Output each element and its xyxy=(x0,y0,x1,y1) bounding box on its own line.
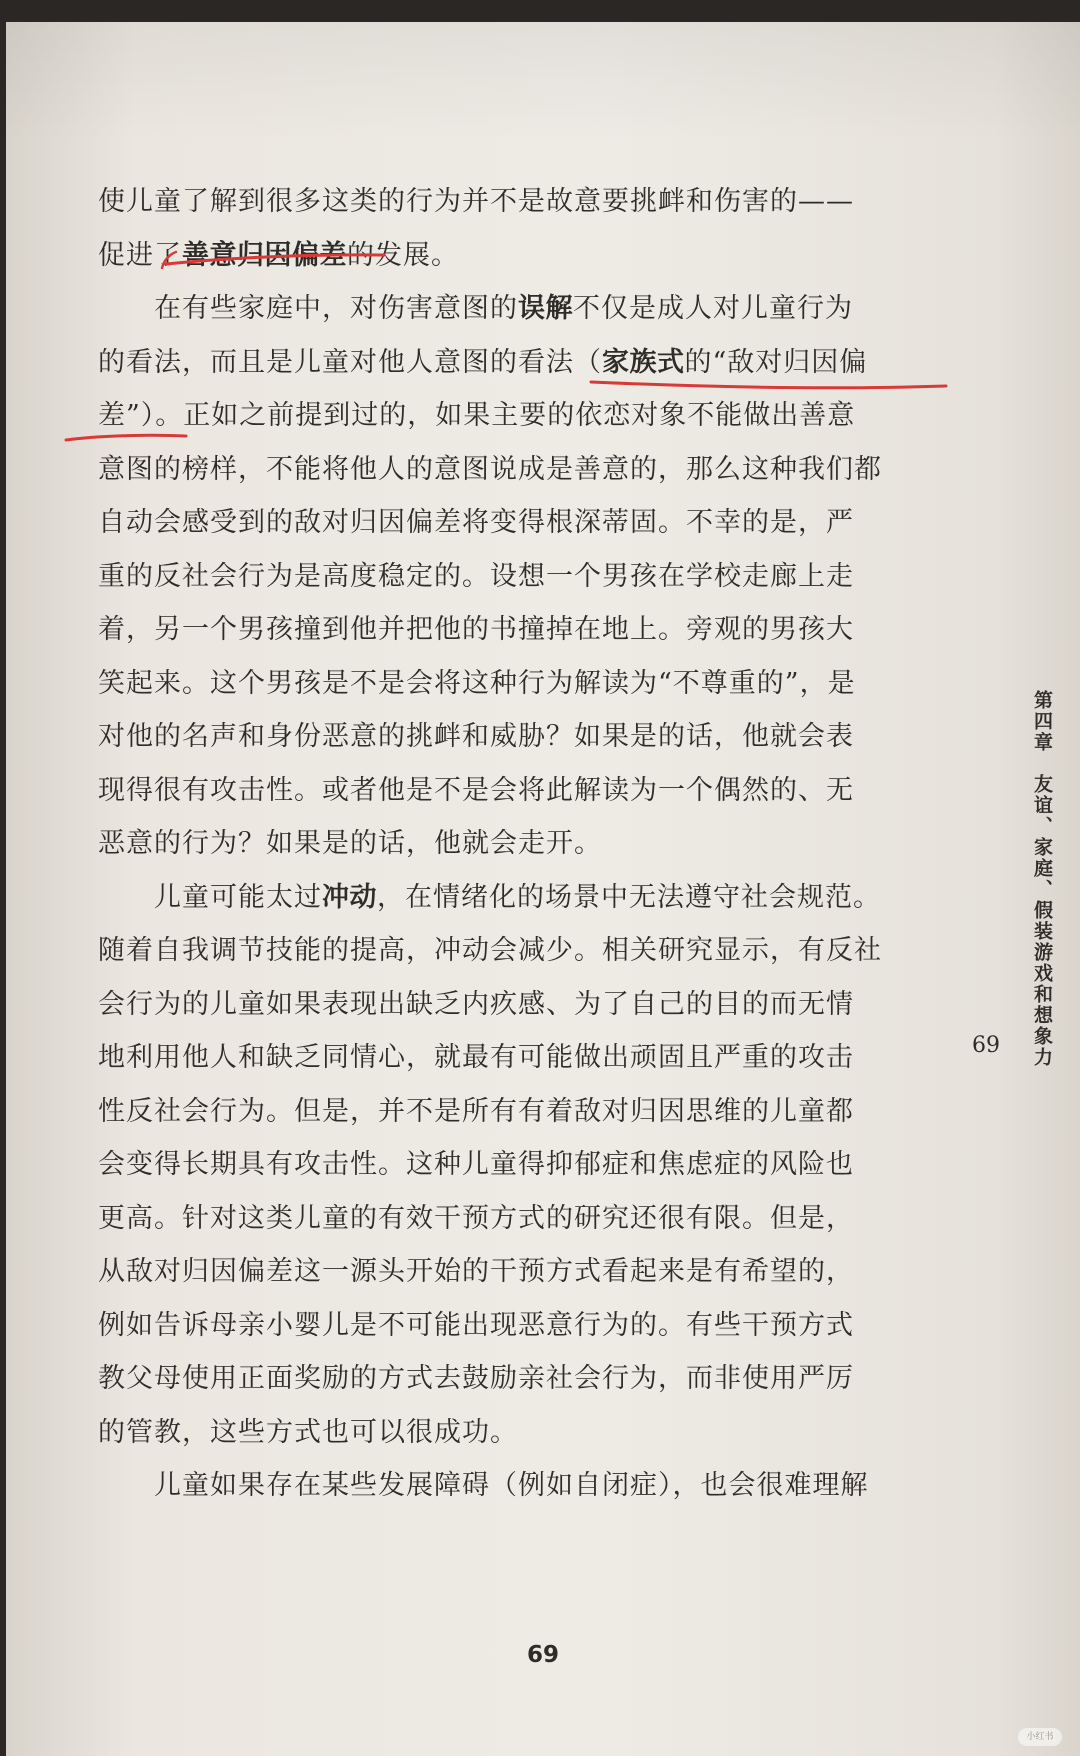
text-run: 儿童可能太过 xyxy=(98,881,322,913)
text-line xyxy=(98,1038,854,1078)
page-shadow xyxy=(6,22,1080,142)
text-run: 更高。针对这类儿童的有效干预方式的研究还很有限。但是， xyxy=(98,1202,854,1234)
text-line xyxy=(98,1252,854,1292)
chapter-side-heading: 第四章 友谊、家庭、假装游戏和想象力 xyxy=(1031,690,1053,1068)
text-run: 差”）。正如之前提到过的，如果主要的依恋对象不能做出善意 xyxy=(98,400,856,431)
text-run: 的管教，这些方式也可以很成功。 xyxy=(98,1416,518,1448)
text-line xyxy=(98,878,881,918)
text-run: 在有些家庭中，对伤害意图的 xyxy=(98,293,518,324)
text-line xyxy=(98,1466,869,1506)
text-line xyxy=(98,557,854,597)
text-line xyxy=(98,771,854,811)
text-line xyxy=(98,610,854,650)
text-run: 重的反社会行为是高度稳定的。设想一个男孩在学校走廊上走 xyxy=(98,560,854,592)
text-line xyxy=(98,182,854,222)
book-page xyxy=(6,22,1080,1756)
bold-term: 冲动 xyxy=(322,881,377,913)
text-line xyxy=(98,1306,854,1346)
text-run: 现得很有攻击性。或者他是不是会将此解读为一个偶然的、无 xyxy=(98,774,854,806)
page-number: 69 xyxy=(526,1642,559,1668)
side-page-number: 69 xyxy=(972,1033,1000,1058)
text-line xyxy=(98,450,882,490)
text-run: 会行为的儿童如果表现出缺乏内疚感、为了自己的目的而无情 xyxy=(98,988,854,1020)
text-line xyxy=(98,1413,518,1453)
bold-term: 善意归因偏差 xyxy=(182,239,347,271)
text-line xyxy=(98,1199,854,1239)
text-run: 促进了 xyxy=(98,239,182,271)
text-run: 自动会感受到的敌对归因偏差将变得根深蒂固。不幸的是，严 xyxy=(98,507,854,538)
text-run: 不仅是成人对儿童行为 xyxy=(573,293,853,324)
text-line xyxy=(98,396,855,436)
text-run: 的“敌对归因偏 xyxy=(684,346,868,378)
text-run: 的看法，而且是儿童对他人意图的看法（ xyxy=(98,346,602,378)
bold-term: 家族式 xyxy=(602,346,685,378)
text-run: ，在情绪化的场景中无法遵守社会规范。 xyxy=(377,881,881,913)
text-run: 性反社会行为。但是，并不是所有有着敌对归因思维的儿童都 xyxy=(98,1095,854,1127)
text-run: 使儿童了解到很多这类的行为并不是故意要挑衅和伤害的—— xyxy=(98,186,854,217)
underline-familial-hostile-bias xyxy=(591,382,946,388)
text-line xyxy=(98,503,854,543)
text-run: 会变得长期具有攻击性。这种儿童得抑郁症和焦虑症的风险也 xyxy=(98,1149,854,1180)
app-watermark: 小红书 xyxy=(1018,1728,1062,1746)
text-line xyxy=(98,824,602,864)
text-run: 从敌对归因偏差这一源头开始的干预方式看起来是有希望的， xyxy=(98,1256,854,1287)
text-line xyxy=(98,343,867,383)
text-run: 的发展。 xyxy=(347,239,459,271)
text-line xyxy=(98,236,459,276)
text-run: 随着自我调节技能的提高，冲动会减少。相关研究显示，有反社 xyxy=(98,935,882,966)
text-line xyxy=(98,1359,854,1399)
text-line xyxy=(98,717,854,757)
text-line xyxy=(98,1145,854,1185)
text-line xyxy=(98,1092,854,1132)
text-run: 地利用他人和缺乏同情心，就最有可能做出顽固且严重的攻击 xyxy=(98,1042,854,1073)
text-line xyxy=(98,985,854,1025)
text-line xyxy=(98,289,853,329)
text-run: 意图的榜样，不能将他人的意图说成是善意的，那么这种我们都 xyxy=(98,453,882,485)
text-run: 例如告诉母亲小婴儿是不可能出现恶意行为的。有些干预方式 xyxy=(98,1309,854,1341)
text-run: 教父母使用正面奖励的方式去鼓励亲社会行为，而非使用严厉 xyxy=(98,1363,854,1394)
text-run: 笑起来。这个男孩是不是会将这种行为解读为“不尊重的”，是 xyxy=(98,667,856,699)
text-run: 着，另一个男孩撞到他并把他的书撞掉在地上。旁观的男孩大 xyxy=(98,614,854,645)
text-run: 对他的名声和身份恶意的挑衅和威胁？如果是的话，他就会表 xyxy=(98,721,854,752)
bold-term: 误解 xyxy=(518,293,573,324)
text-run: 儿童如果存在某些发展障碍（例如自闭症），也会很难理解 xyxy=(98,1470,869,1501)
text-run: 恶意的行为？如果是的话，他就会走开。 xyxy=(98,828,602,859)
text-line xyxy=(98,664,856,704)
text-line xyxy=(98,931,882,971)
